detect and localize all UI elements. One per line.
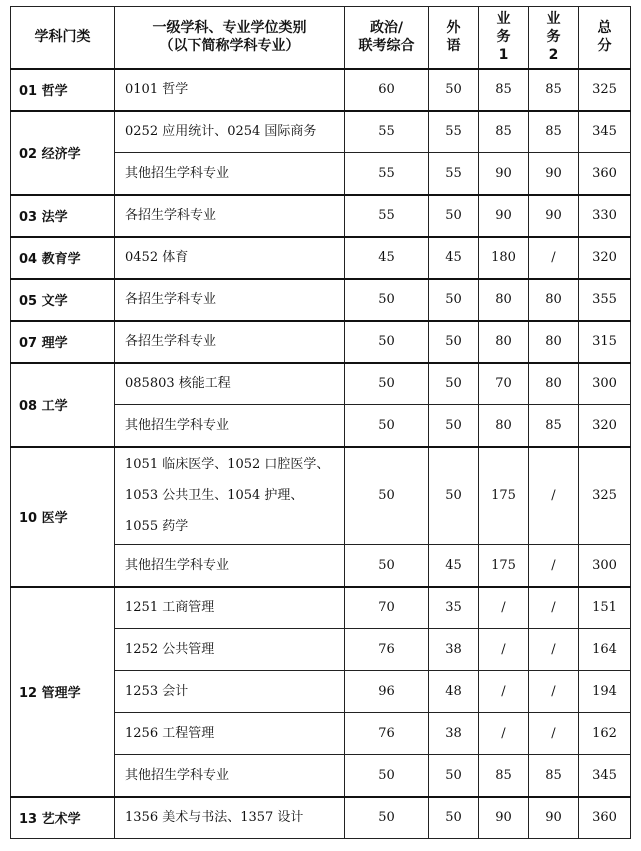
category-cell: 04 教育学 xyxy=(11,237,115,279)
major-cell: 1256 工程管理 xyxy=(115,713,345,755)
category-cell: 13 艺术学 xyxy=(11,797,115,839)
major-cell: 1253 会计 xyxy=(115,671,345,713)
major-cell: 0252 应用统计、0254 国际商务 xyxy=(115,111,345,153)
category-cell: 03 法学 xyxy=(11,195,115,237)
header-total: 总 分 xyxy=(579,7,631,69)
language-score-cell: 50 xyxy=(429,279,479,321)
total-score-cell: 162 xyxy=(579,713,631,755)
course1-score-cell: 85 xyxy=(479,111,529,153)
total-score-cell: 194 xyxy=(579,671,631,713)
total-score-cell: 315 xyxy=(579,321,631,363)
politics-score-cell: 50 xyxy=(345,321,429,363)
table-row xyxy=(11,195,631,237)
language-score-cell: 48 xyxy=(429,671,479,713)
major-cell: 1051 临床医学、1052 口腔医学、 1053 公共卫生、1054 护理、 1055 药学 xyxy=(115,447,345,545)
course2-score-cell: / xyxy=(529,713,579,755)
course2-score-cell: 85 xyxy=(529,755,579,797)
total-score-cell: 330 xyxy=(579,195,631,237)
total-score-cell: 320 xyxy=(579,237,631,279)
major-cell: 各招生学科专业 xyxy=(115,279,345,321)
major-cell: 0452 体育 xyxy=(115,237,345,279)
politics-score-cell: 55 xyxy=(345,153,429,195)
category-cell: 01 哲学 xyxy=(11,69,115,111)
politics-score-cell: 60 xyxy=(345,69,429,111)
major-cell: 0101 哲学 xyxy=(115,69,345,111)
language-score-cell: 45 xyxy=(429,237,479,279)
language-score-cell: 55 xyxy=(429,111,479,153)
course2-score-cell: / xyxy=(529,447,579,545)
table-row xyxy=(11,447,631,545)
major-cell: 1251 工商管理 xyxy=(115,587,345,629)
header-course1: 业 务 1 xyxy=(479,7,529,69)
header-course2: 业 务 2 xyxy=(529,7,579,69)
language-score-cell: 50 xyxy=(429,447,479,545)
total-score-cell: 345 xyxy=(579,111,631,153)
major-cell: 1252 公共管理 xyxy=(115,629,345,671)
language-score-cell: 50 xyxy=(429,363,479,405)
politics-score-cell: 50 xyxy=(345,797,429,839)
language-score-cell: 50 xyxy=(429,755,479,797)
major-cell: 各招生学科专业 xyxy=(115,195,345,237)
politics-score-cell: 96 xyxy=(345,671,429,713)
language-score-cell: 55 xyxy=(429,153,479,195)
score-table xyxy=(10,6,631,839)
language-score-cell: 50 xyxy=(429,797,479,839)
header-category: 学科门类 xyxy=(11,7,115,69)
course1-score-cell: 85 xyxy=(479,755,529,797)
politics-score-cell: 50 xyxy=(345,755,429,797)
politics-score-cell: 70 xyxy=(345,587,429,629)
total-score-cell: 360 xyxy=(579,153,631,195)
language-score-cell: 35 xyxy=(429,587,479,629)
politics-score-cell: 55 xyxy=(345,111,429,153)
course2-score-cell: / xyxy=(529,671,579,713)
course1-score-cell: 90 xyxy=(479,797,529,839)
total-score-cell: 355 xyxy=(579,279,631,321)
language-score-cell: 50 xyxy=(429,69,479,111)
table-body xyxy=(11,69,631,839)
politics-score-cell: 50 xyxy=(345,447,429,545)
category-cell: 07 理学 xyxy=(11,321,115,363)
course1-score-cell: 175 xyxy=(479,447,529,545)
course1-score-cell: 175 xyxy=(479,545,529,587)
politics-score-cell: 76 xyxy=(345,713,429,755)
table-row xyxy=(11,797,631,839)
total-score-cell: 164 xyxy=(579,629,631,671)
course1-score-cell: 90 xyxy=(479,153,529,195)
table-row xyxy=(11,279,631,321)
category-cell: 02 经济学 xyxy=(11,111,115,195)
course1-score-cell: 80 xyxy=(479,279,529,321)
language-score-cell: 45 xyxy=(429,545,479,587)
table-row xyxy=(11,111,631,153)
course2-score-cell: 90 xyxy=(529,195,579,237)
politics-score-cell: 50 xyxy=(345,363,429,405)
course2-score-cell: 80 xyxy=(529,279,579,321)
header-politics: 政治/ 联考综合 xyxy=(345,7,429,69)
course2-score-cell: / xyxy=(529,629,579,671)
politics-score-cell: 76 xyxy=(345,629,429,671)
total-score-cell: 151 xyxy=(579,587,631,629)
politics-score-cell: 55 xyxy=(345,195,429,237)
major-cell: 其他招生学科专业 xyxy=(115,755,345,797)
course2-score-cell: 85 xyxy=(529,111,579,153)
course1-score-cell: 70 xyxy=(479,363,529,405)
politics-score-cell: 50 xyxy=(345,545,429,587)
course1-score-cell: 85 xyxy=(479,69,529,111)
major-cell: 各招生学科专业 xyxy=(115,321,345,363)
course1-score-cell: 80 xyxy=(479,405,529,447)
total-score-cell: 325 xyxy=(579,69,631,111)
total-score-cell: 345 xyxy=(579,755,631,797)
course2-score-cell: / xyxy=(529,237,579,279)
language-score-cell: 50 xyxy=(429,405,479,447)
major-cell: 1356 美术与书法、1357 设计 xyxy=(115,797,345,839)
major-cell: 085803 核能工程 xyxy=(115,363,345,405)
category-cell: 10 医学 xyxy=(11,447,115,587)
table-row xyxy=(11,363,631,405)
header-row xyxy=(11,7,631,69)
politics-score-cell: 50 xyxy=(345,405,429,447)
total-score-cell: 360 xyxy=(579,797,631,839)
course2-score-cell: 80 xyxy=(529,321,579,363)
course1-score-cell: / xyxy=(479,671,529,713)
course1-score-cell: / xyxy=(479,713,529,755)
table-row xyxy=(11,587,631,629)
language-score-cell: 50 xyxy=(429,321,479,363)
course2-score-cell: 90 xyxy=(529,797,579,839)
table-row xyxy=(11,321,631,363)
language-score-cell: 38 xyxy=(429,713,479,755)
course1-score-cell: 180 xyxy=(479,237,529,279)
course2-score-cell: 85 xyxy=(529,405,579,447)
course1-score-cell: / xyxy=(479,587,529,629)
politics-score-cell: 45 xyxy=(345,237,429,279)
language-score-cell: 38 xyxy=(429,629,479,671)
score-table-container xyxy=(10,6,631,839)
language-score-cell: 50 xyxy=(429,195,479,237)
course2-score-cell: 90 xyxy=(529,153,579,195)
category-cell: 12 管理学 xyxy=(11,587,115,797)
course2-score-cell: 85 xyxy=(529,69,579,111)
category-cell: 08 工学 xyxy=(11,363,115,447)
table-row xyxy=(11,69,631,111)
total-score-cell: 325 xyxy=(579,447,631,545)
course1-score-cell: 90 xyxy=(479,195,529,237)
course2-score-cell: 80 xyxy=(529,363,579,405)
course1-score-cell: 80 xyxy=(479,321,529,363)
politics-score-cell: 50 xyxy=(345,279,429,321)
category-cell: 05 文学 xyxy=(11,279,115,321)
course2-score-cell: / xyxy=(529,587,579,629)
course2-score-cell: / xyxy=(529,545,579,587)
table-row xyxy=(11,237,631,279)
major-cell: 其他招生学科专业 xyxy=(115,153,345,195)
course1-score-cell: / xyxy=(479,629,529,671)
total-score-cell: 300 xyxy=(579,363,631,405)
major-cell: 其他招生学科专业 xyxy=(115,405,345,447)
total-score-cell: 300 xyxy=(579,545,631,587)
header-language: 外 语 xyxy=(429,7,479,69)
total-score-cell: 320 xyxy=(579,405,631,447)
header-major: 一级学科、专业学位类别 （以下简称学科专业） xyxy=(115,7,345,69)
major-cell: 其他招生学科专业 xyxy=(115,545,345,587)
